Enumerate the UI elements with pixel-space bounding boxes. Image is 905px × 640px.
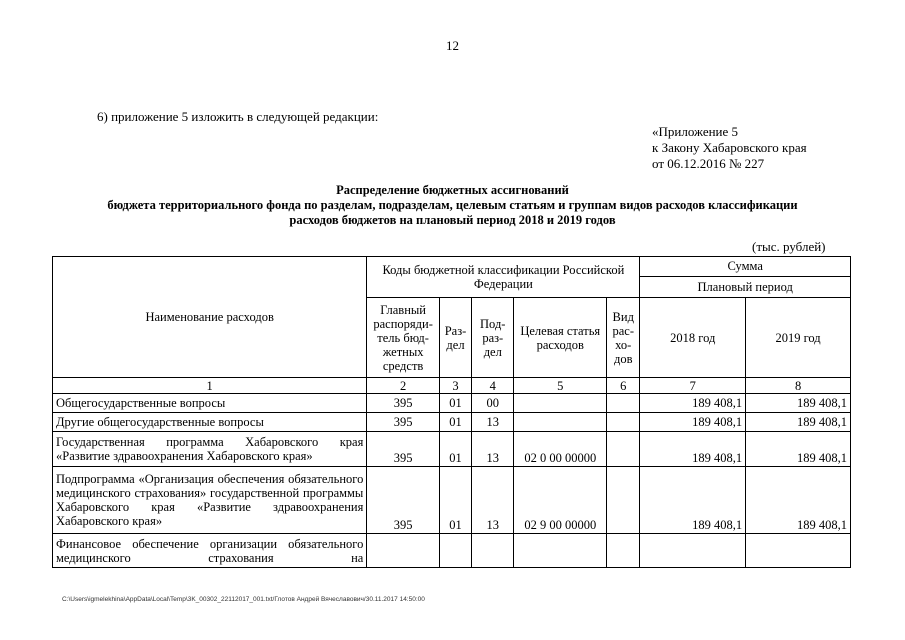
table-row bbox=[53, 467, 851, 534]
table-row bbox=[53, 413, 851, 432]
row-name: Общегосударственные вопросы bbox=[53, 394, 367, 413]
page-number: 12 bbox=[446, 38, 459, 53]
row-2019: 189 408,1 bbox=[746, 432, 851, 467]
row-admin bbox=[367, 534, 440, 568]
row-section: 01 bbox=[439, 467, 471, 534]
row-target bbox=[514, 413, 607, 432]
column-number: 1 bbox=[53, 378, 367, 394]
row-target bbox=[514, 394, 607, 413]
row-2018: 189 408,1 bbox=[640, 413, 746, 432]
file-path-footer: C:\Users\igmelekhina\AppData\Local\Temp\3K_00302_22112017_001.txt/Глотов Андрей Вячеславович/30.11.2017 14:50:00 bbox=[62, 596, 425, 603]
row-2019: 189 408,1 bbox=[746, 394, 851, 413]
appendix-line-3: от 06.12.2016 № 227 bbox=[652, 156, 765, 171]
column-number: 6 bbox=[607, 378, 640, 394]
appendix-line-2: к Закону Хабаровского края bbox=[652, 140, 807, 155]
document-title bbox=[40, 183, 865, 228]
row-2018: 189 408,1 bbox=[640, 394, 746, 413]
header-target-item: Целевая статья расходов bbox=[514, 298, 607, 378]
row-name: Финансовое обеспечение организации обязательного медицинского страхования на bbox=[53, 534, 367, 568]
header-sum-label: Сумма bbox=[640, 257, 850, 277]
row-2018: 189 408,1 bbox=[640, 432, 746, 467]
row-type bbox=[607, 432, 640, 467]
column-numbers-row bbox=[53, 378, 851, 394]
row-2019: 189 408,1 bbox=[746, 467, 851, 534]
row-name: Подпрограмма «Организация обеспечения обязательного медицинского страхования» государственной программы Хабаровского края «Развитие здравоохранения Хабаровского края» bbox=[53, 467, 367, 534]
row-type bbox=[607, 467, 640, 534]
header-expense-type: Вид рас- хо- дов bbox=[607, 298, 640, 378]
row-admin: 395 bbox=[367, 394, 440, 413]
row-name: Другие общегосударственные вопросы bbox=[53, 413, 367, 432]
row-admin: 395 bbox=[367, 413, 440, 432]
row-type bbox=[607, 413, 640, 432]
header-subsection: Под- раз- дел bbox=[472, 298, 514, 378]
row-subsection: 13 bbox=[472, 413, 514, 432]
row-2019 bbox=[746, 534, 851, 568]
row-subsection: 13 bbox=[472, 467, 514, 534]
row-target bbox=[514, 534, 607, 568]
header-chief-admin: Главный распоряди- тель бюд- жетных средств bbox=[367, 298, 440, 378]
title-line-3: расходов бюджетов на плановый период 2018 и 2019 годов bbox=[289, 213, 616, 227]
row-section: 01 bbox=[439, 432, 471, 467]
column-number: 5 bbox=[514, 378, 607, 394]
column-number: 4 bbox=[472, 378, 514, 394]
table-row bbox=[53, 534, 851, 568]
column-number: 3 bbox=[439, 378, 471, 394]
column-number: 8 bbox=[746, 378, 851, 394]
row-subsection: 13 bbox=[472, 432, 514, 467]
row-2018 bbox=[640, 534, 746, 568]
column-number: 7 bbox=[640, 378, 746, 394]
header-section: Раз- дел bbox=[439, 298, 471, 378]
appendix-reference bbox=[652, 124, 807, 172]
row-type bbox=[607, 394, 640, 413]
row-2019: 189 408,1 bbox=[746, 413, 851, 432]
row-admin: 395 bbox=[367, 467, 440, 534]
row-section bbox=[439, 534, 471, 568]
row-subsection: 00 bbox=[472, 394, 514, 413]
appendix-line-1: «Приложение 5 bbox=[652, 124, 739, 139]
header-sum bbox=[640, 257, 851, 298]
header-2018: 2018 год bbox=[640, 298, 746, 378]
row-section: 01 bbox=[439, 394, 471, 413]
row-subsection bbox=[472, 534, 514, 568]
intro-text: 6) приложение 5 изложить в следующей редакции: bbox=[97, 109, 379, 124]
column-number: 2 bbox=[367, 378, 440, 394]
row-name: Государственная программа Хабаровского края «Развитие здравоохранения Хабаровского края» bbox=[53, 432, 367, 467]
row-section: 01 bbox=[439, 413, 471, 432]
title-line-2: бюджета территориального фонда по разделам, подразделам, целевым статьям и группам видов расходов классификации bbox=[107, 198, 798, 212]
title-line-1: Распределение бюджетных ассигнований bbox=[336, 183, 569, 197]
row-2018: 189 408,1 bbox=[640, 467, 746, 534]
table-row bbox=[53, 432, 851, 467]
row-admin: 395 bbox=[367, 432, 440, 467]
header-name: Наименование расходов bbox=[53, 257, 367, 378]
row-type bbox=[607, 534, 640, 568]
row-target: 02 0 00 00000 bbox=[514, 432, 607, 467]
header-codes-group: Коды бюджетной классификации Российской Федерации bbox=[367, 257, 640, 298]
units-label: (тыс. рублей) bbox=[752, 239, 826, 254]
row-target: 02 9 00 00000 bbox=[514, 467, 607, 534]
table-row bbox=[53, 394, 851, 413]
header-2019: 2019 год bbox=[746, 298, 851, 378]
header-planned-period: Плановый период bbox=[697, 280, 793, 294]
budget-table bbox=[52, 256, 851, 568]
